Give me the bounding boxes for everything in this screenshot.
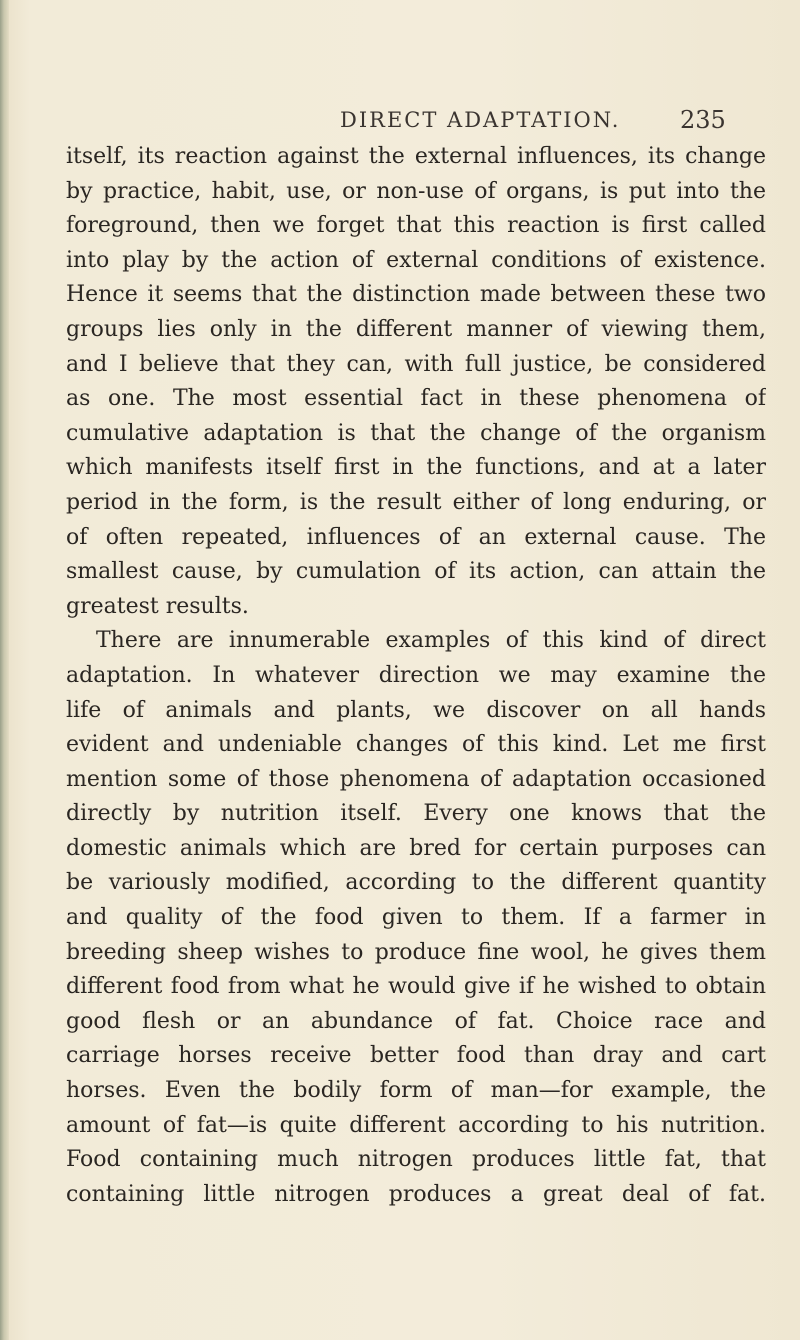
page-binding-edge bbox=[0, 0, 9, 1340]
text-line: adaptation. In whatever direction we may examine the bbox=[66, 662, 766, 688]
text-line: breeding sheep wishes to produce fine wool, he gives them bbox=[66, 939, 766, 965]
paragraph bbox=[66, 624, 766, 1212]
page-number: 235 bbox=[680, 106, 726, 134]
text-line: evident and undeniable changes of this kind. Let me first bbox=[66, 732, 766, 758]
running-title: DIRECT ADAPTATION. bbox=[340, 108, 621, 132]
text-line: different food from what he would give if he wished to obtain bbox=[66, 974, 766, 1000]
text-line: containing little nitrogen produces a great deal of fat. bbox=[66, 1181, 766, 1207]
text-line: Food containing much nitrogen produces little fat, that bbox=[66, 1147, 766, 1173]
text-line: into play by the action of external conditions of existence. bbox=[66, 247, 766, 273]
text-line: be variously modified, according to the different quantity bbox=[66, 870, 766, 896]
text-line: and I believe that they can, with full justice, be considered bbox=[66, 351, 766, 377]
text-line: cumulative adaptation is that the change of the organism bbox=[66, 420, 766, 446]
text-line: smallest cause, by cumulation of its action, can attain the bbox=[66, 559, 766, 585]
text-line: foreground, then we forget that this reaction is first called bbox=[66, 213, 766, 239]
text-line: amount of fat—is quite different according to his nutrition. bbox=[66, 1112, 766, 1138]
text-line: groups lies only in the different manner of viewing them, bbox=[66, 316, 766, 342]
text-line: of often repeated, influences of an external cause. The bbox=[66, 524, 766, 550]
text-line: which manifests itself first in the functions, and at a later bbox=[66, 455, 766, 481]
text-line: good flesh or an abundance of fat. Choice race and bbox=[66, 1008, 766, 1034]
text-line: and quality of the food given to them. If a farmer in bbox=[66, 905, 766, 931]
text-line: as one. The most essential fact in these phenomena of bbox=[66, 386, 766, 412]
text-line: horses. Even the bodily form of man—for example, the bbox=[66, 1078, 766, 1104]
body-text bbox=[66, 140, 766, 1212]
text-line: There are innumerable examples of this kind of direct bbox=[96, 628, 766, 654]
text-line: Hence it seems that the distinction made between these two bbox=[66, 282, 766, 308]
text-line: period in the form, is the result either of long enduring, or bbox=[66, 489, 766, 515]
text-line: mention some of those phenomena of adaptation occasioned bbox=[66, 766, 766, 792]
text-line: life of animals and plants, we discover on all hands bbox=[66, 697, 766, 723]
text-line: by practice, habit, use, or non-use of organs, is put into the bbox=[66, 178, 766, 204]
text-line: directly by nutrition itself. Every one knows that the bbox=[66, 801, 766, 827]
text-line: itself, its reaction against the external influences, its change bbox=[66, 144, 766, 169]
text-line: domestic animals which are bred for certain purposes can bbox=[66, 835, 766, 861]
text-line: greatest results. bbox=[66, 593, 249, 619]
paragraph bbox=[66, 140, 766, 624]
text-line: carriage horses receive better food than dray and cart bbox=[66, 1043, 766, 1069]
